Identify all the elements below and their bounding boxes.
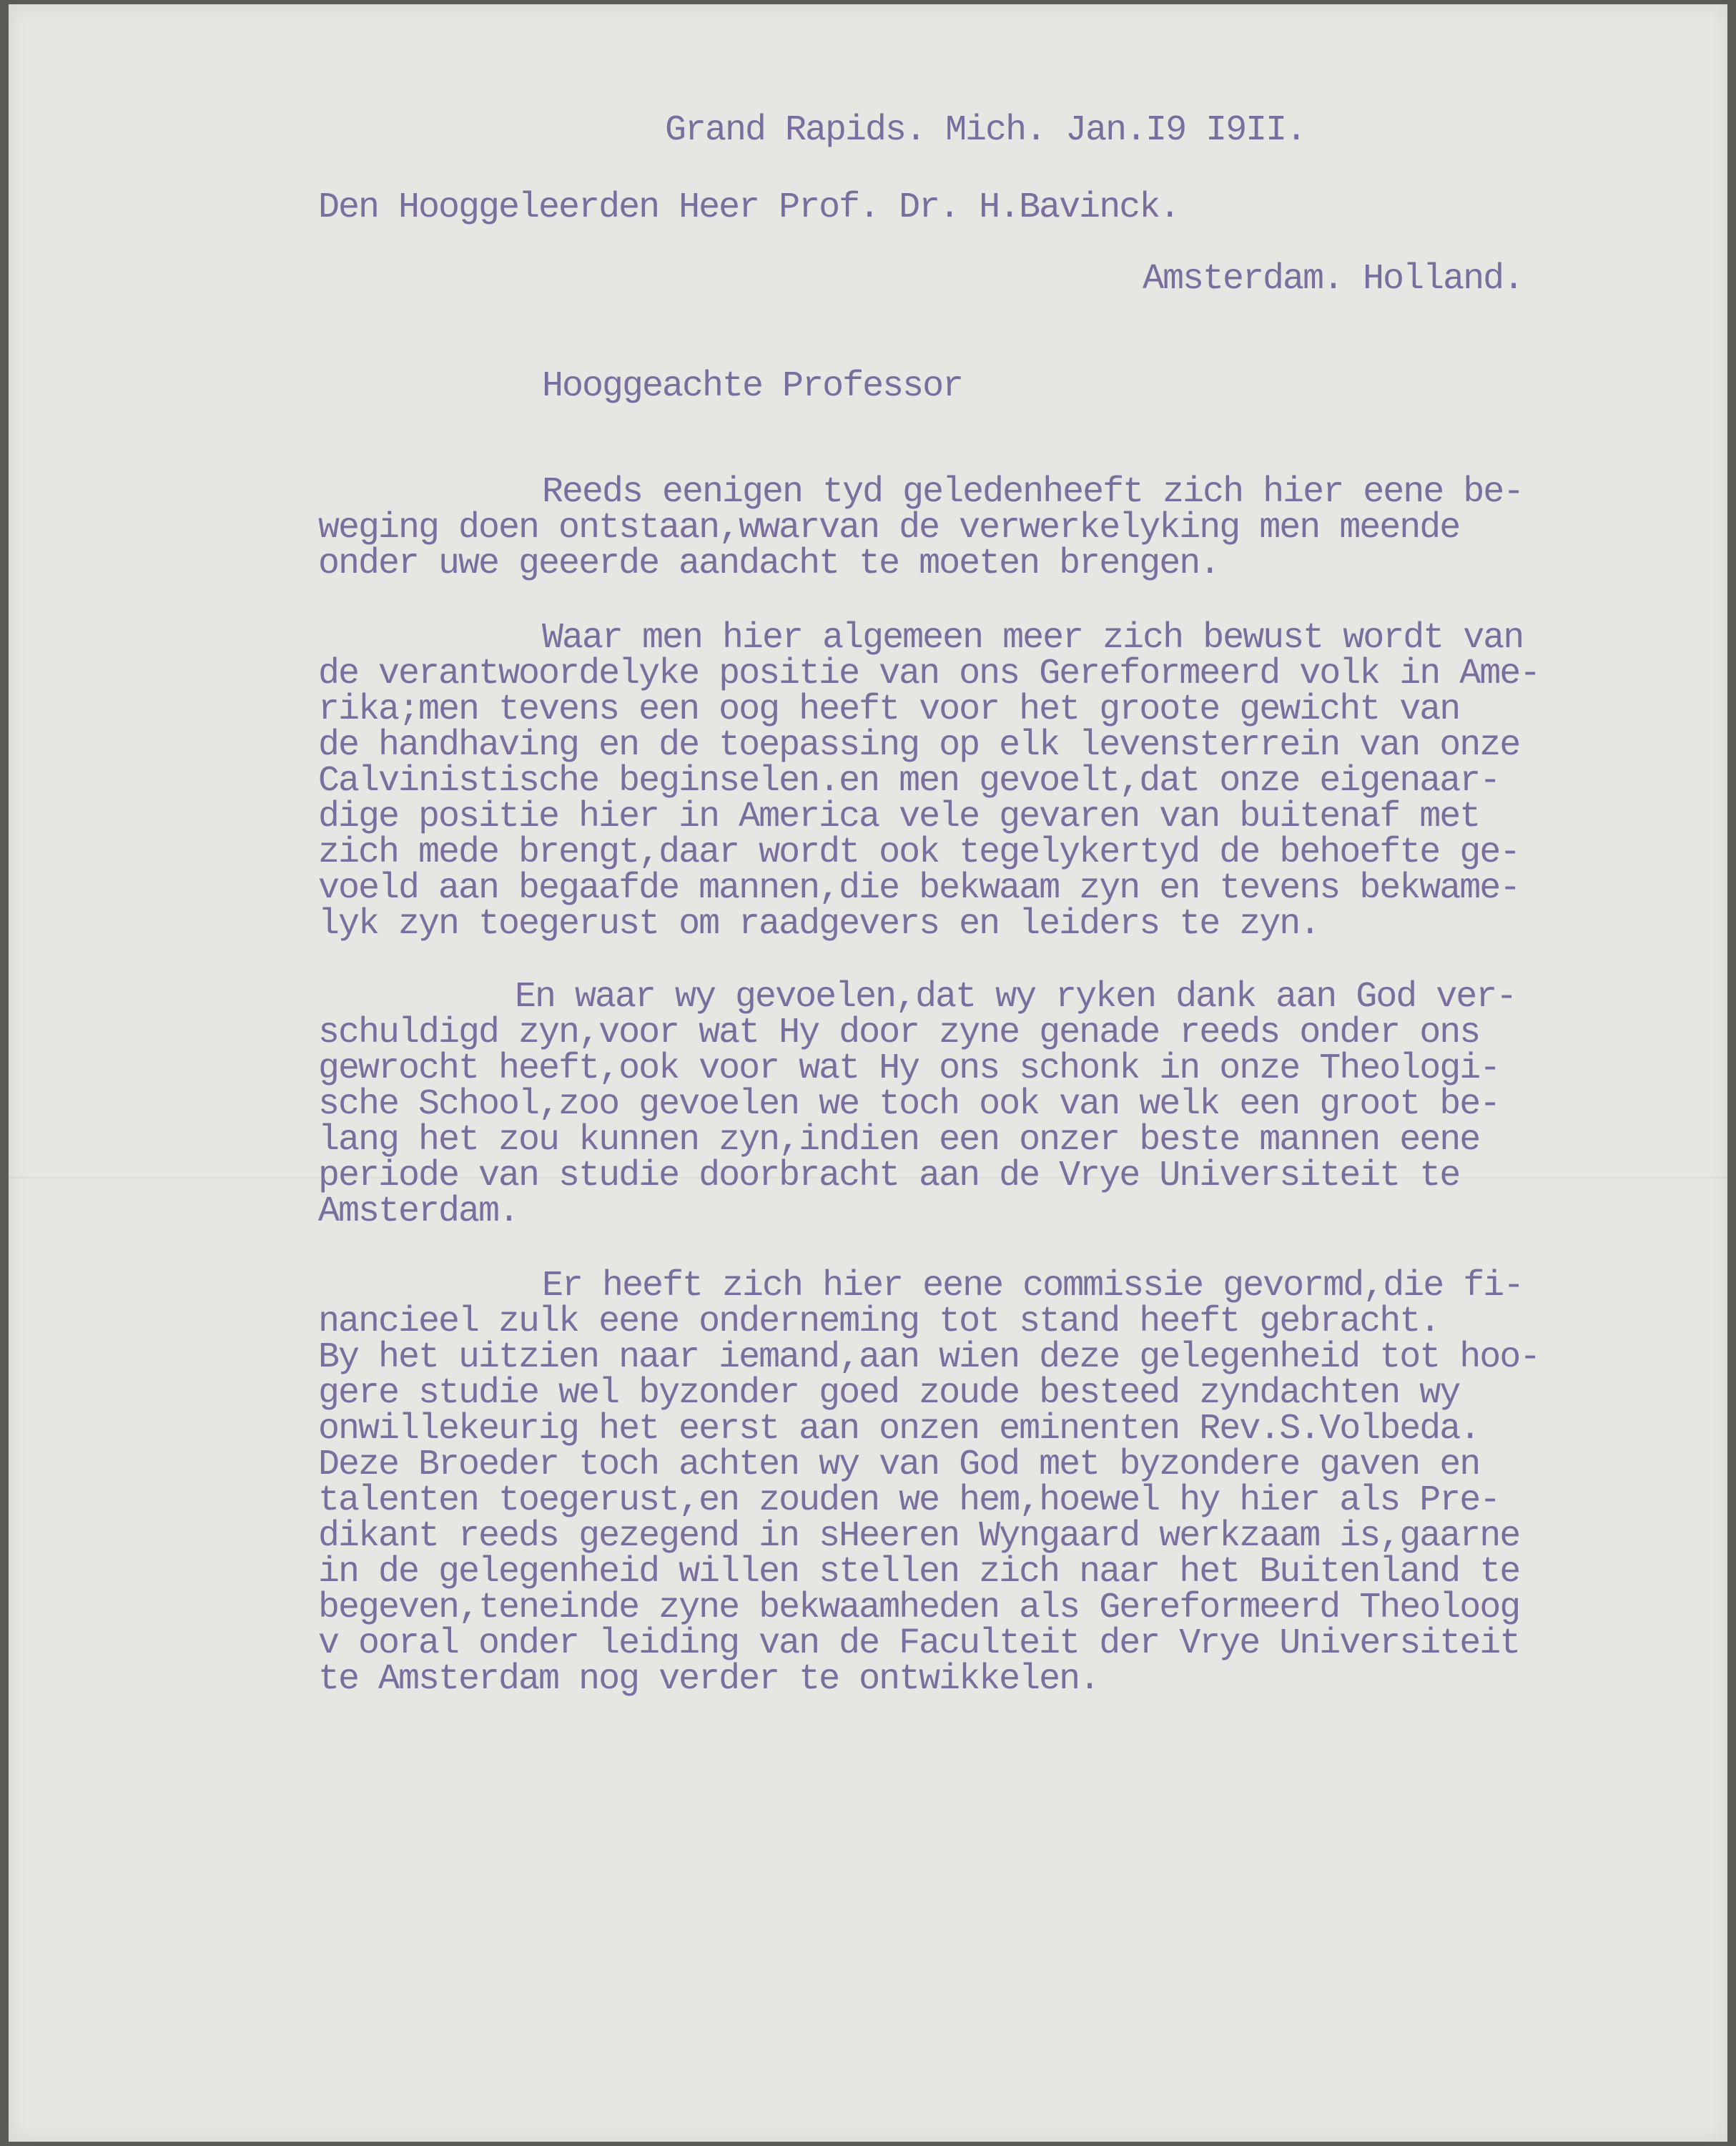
paragraph-4-line-9: in de gelegenheid willen stellen zich naar het Buitenland te (318, 1552, 1520, 1593)
paragraph-3-line-7: Amsterdam. (318, 1191, 519, 1232)
paragraph-2-line-4: de handhaving en de toepassing op elk levensterrein van onze (318, 725, 1520, 766)
paragraph-3-line-6: periode van studie doorbracht aan de Vrye Universiteit te (318, 1156, 1460, 1196)
paragraph-2-line-3: rika;men tevens een oog heeft voor het groote gewicht van (318, 689, 1460, 730)
paragraph-2-line-1: Waar men hier algemeen meer zich bewust wordt van (542, 618, 1524, 659)
paragraph-4-line-8: dikant reeds gezegend in sHeeren Wyngaard werkzaam is,gaarne (318, 1516, 1520, 1557)
paragraph-4-line-6: Deze Broeder toch achten wy van God met byzondere gaven en (318, 1444, 1480, 1485)
paragraph-3-line-2: schuldigd zyn,voor wat Hy door zyne genade reeds onder ons (318, 1013, 1480, 1053)
paragraph-4-line-7: talenten toegerust,en zouden we hem,hoewel hy hier als Pre- (318, 1480, 1500, 1521)
paragraph-2-line-7: zich mede brengt,daar wordt ook tegelykertyd de behoefte ge- (318, 832, 1520, 873)
addressee: Den Hooggeleerden Heer Prof. Dr. H.Bavinck. (318, 187, 1180, 228)
paragraph-1-line-3: onder uwe geeerde aandacht te moeten brengen. (318, 543, 1220, 584)
letter-page (9, 4, 1727, 2142)
paragraph-3-line-1: En waar wy gevoelen,dat wy ryken dank aan God ver- (515, 977, 1516, 1018)
paragraph-1-line-2: weging doen ontstaan,wwarvan de verwerkelyking men meende (318, 508, 1460, 548)
paragraph-2-line-9: lyk zyn toegerust om raadgevers en leiders te zyn. (318, 904, 1320, 945)
paragraph-4-line-11: v ooral onder leiding van de Faculteit der Vrye Universiteit (318, 1623, 1520, 1664)
paragraph-2-line-8: voeld aan begaafde mannen,die bekwaam zyn en tevens bekwame- (318, 868, 1520, 909)
paragraph-4-line-10: begeven,teneinde zyne bekwaamheden als Gereformeerd Theoloog (318, 1588, 1520, 1628)
salutation: Hooggeachte Professor (542, 366, 963, 407)
paragraph-4-line-5: onwillekeurig het eerst aan onzen eminenten Rev.S.Volbeda. (318, 1409, 1480, 1449)
paragraph-3-line-4: sche School,zoo gevoelen we toch ook van welk een groot be- (318, 1084, 1500, 1125)
paragraph-4-line-2: nancieel zulk eene onderneming tot stand heeft gebracht. (318, 1301, 1440, 1342)
paragraph-2-line-2: de verantwoordelyke positie van ons Gereformeerd volk in Ame- (318, 654, 1540, 694)
place-date: Grand Rapids. Mich. Jan.I9 I9II. (665, 110, 1306, 151)
paragraph-2-line-5: Calvinistische beginselen.en men gevoelt,dat onze eigenaar- (318, 761, 1500, 802)
paragraph-3-line-3: gewrocht heeft,ook voor wat Hy ons schonk in onze Theologi- (318, 1048, 1500, 1089)
paragraph-4-line-3: By het uitzien naar iemand,aan wien deze gelegenheid tot hoo- (318, 1337, 1540, 1378)
paragraph-2-line-6: dige positie hier in America vele gevaren van buitenaf met (318, 797, 1480, 837)
addressee-city: Amsterdam. Holland. (1143, 259, 1524, 300)
paragraph-4-line-4: gere studie wel byzonder goed zoude besteed zyndachten wy (318, 1373, 1460, 1414)
paragraph-4-line-1: Er heeft zich hier eene commissie gevormd,die fi- (542, 1266, 1524, 1306)
paragraph-1-line-1: Reeds eenigen tyd geledenheeft zich hier eene be- (542, 472, 1524, 513)
paragraph-3-line-5: lang het zou kunnen zyn,indien een onzer beste mannen eene (318, 1120, 1480, 1161)
paragraph-4-line-12: te Amsterdam nog verder te ontwikkelen. (318, 1659, 1100, 1700)
